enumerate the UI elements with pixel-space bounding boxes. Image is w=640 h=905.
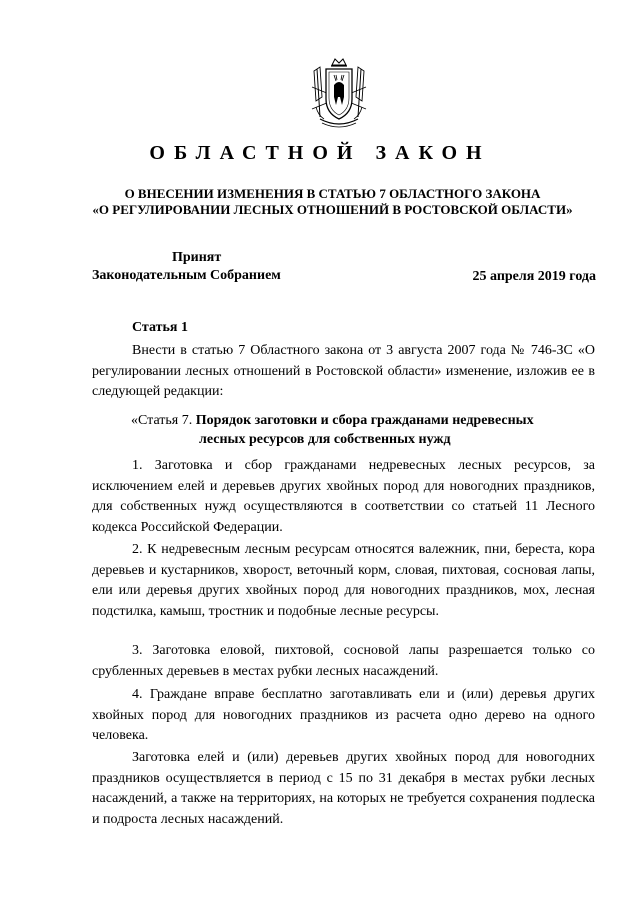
paragraph-2: 2. К недревесным лесным ресурсам относятся валежник, пни, береста, кора деревьев и кустарников, хворост, веточный корм, словая, пихтовая, сосновая лапы, ели или деревья других хвойных пород для новогодних праздников, мох, лесная подстилка, камыш, тростник и подобные лесные ресурсы. bbox=[92, 542, 595, 619]
adopting-body: Законодательным Собранием bbox=[92, 268, 281, 283]
coat-of-arms-icon bbox=[306, 57, 372, 131]
adopted-by-block bbox=[92, 249, 281, 285]
law-title-line: О ВНЕСЕНИИ ИЗМЕНЕНИЯ В СТАТЬЮ 7 ОБЛАСТНОГО ЗАКОНА bbox=[124, 186, 541, 201]
quoted-article-heading bbox=[131, 411, 596, 449]
article-intro: Внести в статью 7 Областного закона от 3 августа 2007 года № 746-ЗС «О регулировании лесных отношений в Ростовской области» изменение, изложив ее в следующей редакции: bbox=[92, 343, 595, 399]
law-title bbox=[80, 186, 585, 218]
quoted-article-title-line1: Порядок заготовки и сбора гражданами недревесных bbox=[195, 413, 534, 428]
quoted-article-prefix: «Статья 7. bbox=[131, 413, 196, 428]
adopted-label: Принят bbox=[172, 250, 222, 265]
paragraph-4-continued: Заготовка елей и (или) деревьев других хвойных пород для новогодних праздников осуществляется в период с 15 по 31 декабря в местах рубки лесных насаждений, а также на территориях, на которых не требуется сохранения подлеска и подроста лесных насаждений. bbox=[92, 750, 595, 827]
adoption-date: 25 апреля 2019 года bbox=[472, 269, 596, 284]
article-heading: Статья 1 bbox=[132, 320, 188, 335]
paragraph-1: 1. Заготовка и сбор гражданами недревесных лесных ресурсов, за исключением елей и деревьев других хвойных пород для новогодних праздников, для собственных нужд осуществляются в соответствии со статьей 11 Лесного кодекса Российской Федерации. bbox=[92, 458, 595, 535]
law-title-line: «О РЕГУЛИРОВАНИИ ЛЕСНЫХ ОТНОШЕНИЙ В РОСТОВСКОЙ ОБЛАСТИ» bbox=[92, 202, 573, 217]
law-type-heading: ОБЛАСТНОЙ ЗАКОН bbox=[149, 142, 491, 164]
paragraph-4: 4. Граждане вправе бесплатно заготавливать ели и (или) деревья других хвойных пород для новогодних праздников из расчета одно дерево на одного человека. bbox=[92, 687, 595, 743]
quoted-article-title-line2: лесных ресурсов для собственных нужд bbox=[199, 432, 451, 447]
paragraph-3: 3. Заготовка еловой, пихтовой, сосновой лапы разрешается только со срубленных деревьев в местах рубки лесных насаждений. bbox=[92, 643, 595, 679]
